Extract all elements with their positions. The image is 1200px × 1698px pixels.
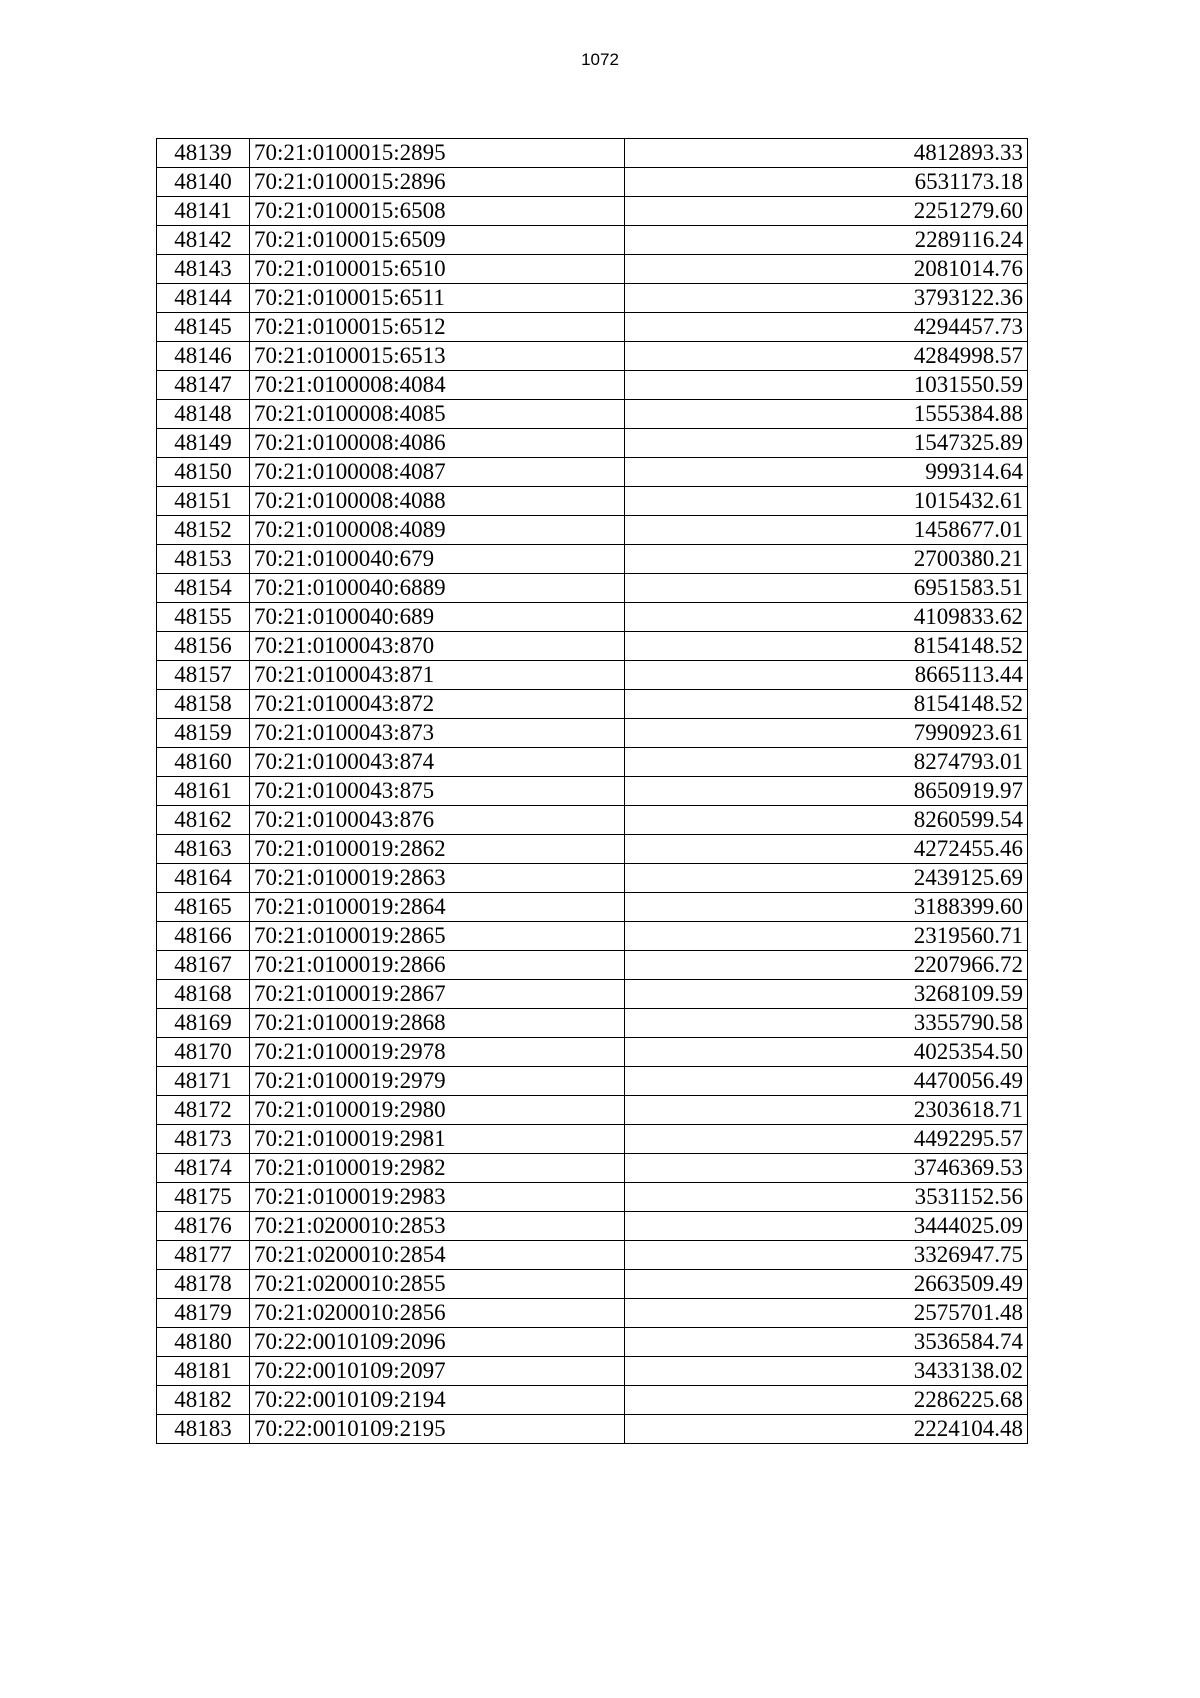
cadastral-number-cell: 70:21:0100043:871 (250, 661, 625, 690)
cadastral-number-cell: 70:21:0100008:4089 (250, 516, 625, 545)
cadastral-number-cell: 70:21:0200010:2856 (250, 1299, 625, 1328)
table-row (157, 1328, 1028, 1357)
value-cell: 2303618.71 (625, 1096, 1028, 1125)
row-number-cell: 48182 (157, 1386, 250, 1415)
row-number-cell: 48150 (157, 458, 250, 487)
value-cell: 2224104.48 (625, 1415, 1028, 1444)
value-cell: 1458677.01 (625, 516, 1028, 545)
table-row (157, 1386, 1028, 1415)
value-cell: 8154148.52 (625, 690, 1028, 719)
row-number-cell: 48178 (157, 1270, 250, 1299)
value-cell: 3355790.58 (625, 1009, 1028, 1038)
table-row (157, 487, 1028, 516)
row-number-cell: 48166 (157, 922, 250, 951)
value-cell: 4470056.49 (625, 1067, 1028, 1096)
table-row (157, 893, 1028, 922)
row-number-cell: 48141 (157, 197, 250, 226)
row-number-cell: 48181 (157, 1357, 250, 1386)
table-row (157, 864, 1028, 893)
row-number-cell: 48154 (157, 574, 250, 603)
row-number-cell: 48170 (157, 1038, 250, 1067)
row-number-cell: 48152 (157, 516, 250, 545)
row-number-cell: 48147 (157, 371, 250, 400)
value-cell: 1555384.88 (625, 400, 1028, 429)
value-cell: 4109833.62 (625, 603, 1028, 632)
value-cell: 8665113.44 (625, 661, 1028, 690)
row-number-cell: 48149 (157, 429, 250, 458)
value-cell: 2286225.68 (625, 1386, 1028, 1415)
value-cell: 2439125.69 (625, 864, 1028, 893)
row-number-cell: 48177 (157, 1241, 250, 1270)
table-row (157, 139, 1028, 168)
table-row (157, 1415, 1028, 1444)
row-number-cell: 48180 (157, 1328, 250, 1357)
table-row (157, 255, 1028, 284)
value-cell: 6531173.18 (625, 168, 1028, 197)
table-row (157, 806, 1028, 835)
table-row (157, 1299, 1028, 1328)
cadastral-number-cell: 70:22:0010109:2194 (250, 1386, 625, 1415)
row-number-cell: 48142 (157, 226, 250, 255)
row-number-cell: 48162 (157, 806, 250, 835)
table-row (157, 690, 1028, 719)
value-cell: 2289116.24 (625, 226, 1028, 255)
value-cell: 2251279.60 (625, 197, 1028, 226)
table-row (157, 1212, 1028, 1241)
row-number-cell: 48160 (157, 748, 250, 777)
table-row (157, 661, 1028, 690)
cadastral-number-cell: 70:21:0100015:6513 (250, 342, 625, 371)
row-number-cell: 48148 (157, 400, 250, 429)
cadastral-number-cell: 70:21:0100015:6508 (250, 197, 625, 226)
value-cell: 4025354.50 (625, 1038, 1028, 1067)
data-table (156, 138, 1028, 1444)
table-row (157, 1096, 1028, 1125)
table-row (157, 1183, 1028, 1212)
cadastral-number-cell: 70:22:0010109:2195 (250, 1415, 625, 1444)
cadastral-number-cell: 70:21:0100019:2978 (250, 1038, 625, 1067)
value-cell: 7990923.61 (625, 719, 1028, 748)
cadastral-number-cell: 70:21:0100019:2982 (250, 1154, 625, 1183)
value-cell: 8154148.52 (625, 632, 1028, 661)
table-row (157, 835, 1028, 864)
value-cell: 3268109.59 (625, 980, 1028, 1009)
row-number-cell: 48179 (157, 1299, 250, 1328)
table-row (157, 371, 1028, 400)
row-number-cell: 48145 (157, 313, 250, 342)
cadastral-number-cell: 70:22:0010109:2097 (250, 1357, 625, 1386)
row-number-cell: 48169 (157, 1009, 250, 1038)
row-number-cell: 48157 (157, 661, 250, 690)
cadastral-number-cell: 70:21:0100040:6889 (250, 574, 625, 603)
row-number-cell: 48156 (157, 632, 250, 661)
row-number-cell: 48151 (157, 487, 250, 516)
cadastral-number-cell: 70:21:0100019:2981 (250, 1125, 625, 1154)
value-cell: 4492295.57 (625, 1125, 1028, 1154)
table-row (157, 429, 1028, 458)
cadastral-number-cell: 70:21:0100043:876 (250, 806, 625, 835)
cadastral-number-cell: 70:21:0100019:2866 (250, 951, 625, 980)
cadastral-number-cell: 70:21:0100019:2979 (250, 1067, 625, 1096)
cadastral-number-cell: 70:21:0100015:2896 (250, 168, 625, 197)
row-number-cell: 48139 (157, 139, 250, 168)
row-number-cell: 48153 (157, 545, 250, 574)
row-number-cell: 48176 (157, 1212, 250, 1241)
value-cell: 1547325.89 (625, 429, 1028, 458)
table-row (157, 777, 1028, 806)
value-cell: 3746369.53 (625, 1154, 1028, 1183)
value-cell: 3188399.60 (625, 893, 1028, 922)
cadastral-number-cell: 70:21:0100019:2864 (250, 893, 625, 922)
row-number-cell: 48163 (157, 835, 250, 864)
table-body (157, 139, 1028, 1444)
table-row (157, 516, 1028, 545)
cadastral-number-cell: 70:21:0100043:874 (250, 748, 625, 777)
table-row (157, 980, 1028, 1009)
value-cell: 3433138.02 (625, 1357, 1028, 1386)
table-row (157, 1241, 1028, 1270)
value-cell: 1015432.61 (625, 487, 1028, 516)
row-number-cell: 48173 (157, 1125, 250, 1154)
row-number-cell: 48146 (157, 342, 250, 371)
cadastral-number-cell: 70:21:0100043:875 (250, 777, 625, 806)
table-row (157, 226, 1028, 255)
cadastral-number-cell: 70:21:0200010:2853 (250, 1212, 625, 1241)
table-row (157, 719, 1028, 748)
value-cell: 8650919.97 (625, 777, 1028, 806)
row-number-cell: 48155 (157, 603, 250, 632)
value-cell: 3793122.36 (625, 284, 1028, 313)
cadastral-number-cell: 70:21:0100015:6512 (250, 313, 625, 342)
cadastral-number-cell: 70:21:0100043:870 (250, 632, 625, 661)
cadastral-number-cell: 70:21:0200010:2855 (250, 1270, 625, 1299)
row-number-cell: 48174 (157, 1154, 250, 1183)
table-row (157, 632, 1028, 661)
value-cell: 8260599.54 (625, 806, 1028, 835)
row-number-cell: 48158 (157, 690, 250, 719)
cadastral-number-cell: 70:21:0100008:4088 (250, 487, 625, 516)
table-row (157, 1009, 1028, 1038)
cadastral-number-cell: 70:21:0100008:4084 (250, 371, 625, 400)
row-number-cell: 48140 (157, 168, 250, 197)
row-number-cell: 48164 (157, 864, 250, 893)
cadastral-number-cell: 70:21:0100019:2868 (250, 1009, 625, 1038)
table-row (157, 1067, 1028, 1096)
table-row (157, 313, 1028, 342)
cadastral-number-cell: 70:21:0200010:2854 (250, 1241, 625, 1270)
table-row (157, 922, 1028, 951)
cadastral-number-cell: 70:21:0100008:4086 (250, 429, 625, 458)
cadastral-number-cell: 70:21:0100019:2865 (250, 922, 625, 951)
row-number-cell: 48144 (157, 284, 250, 313)
cadastral-number-cell: 70:21:0100015:6511 (250, 284, 625, 313)
row-number-cell: 48172 (157, 1096, 250, 1125)
table-row (157, 1125, 1028, 1154)
row-number-cell: 48171 (157, 1067, 250, 1096)
cadastral-number-cell: 70:21:0100019:2862 (250, 835, 625, 864)
value-cell: 8274793.01 (625, 748, 1028, 777)
value-cell: 3444025.09 (625, 1212, 1028, 1241)
value-cell: 2663509.49 (625, 1270, 1028, 1299)
value-cell: 2319560.71 (625, 922, 1028, 951)
table-row (157, 1038, 1028, 1067)
row-number-cell: 48159 (157, 719, 250, 748)
row-number-cell: 48183 (157, 1415, 250, 1444)
row-number-cell: 48143 (157, 255, 250, 284)
table-row (157, 1154, 1028, 1183)
cadastral-number-cell: 70:21:0100043:872 (250, 690, 625, 719)
value-cell: 4812893.33 (625, 139, 1028, 168)
cadastral-number-cell: 70:22:0010109:2096 (250, 1328, 625, 1357)
cadastral-number-cell: 70:21:0100040:689 (250, 603, 625, 632)
table-row (157, 342, 1028, 371)
table-row (157, 545, 1028, 574)
row-number-cell: 48167 (157, 951, 250, 980)
value-cell: 2207966.72 (625, 951, 1028, 980)
value-cell: 2700380.21 (625, 545, 1028, 574)
table-row (157, 603, 1028, 632)
value-cell: 4272455.46 (625, 835, 1028, 864)
cadastral-number-cell: 70:21:0100043:873 (250, 719, 625, 748)
value-cell: 6951583.51 (625, 574, 1028, 603)
cadastral-number-cell: 70:21:0100008:4087 (250, 458, 625, 487)
cadastral-number-cell: 70:21:0100015:6509 (250, 226, 625, 255)
value-cell: 3536584.74 (625, 1328, 1028, 1357)
table-row (157, 168, 1028, 197)
table-row (157, 400, 1028, 429)
table-row (157, 748, 1028, 777)
cadastral-number-cell: 70:21:0100015:6510 (250, 255, 625, 284)
row-number-cell: 48165 (157, 893, 250, 922)
cadastral-number-cell: 70:21:0100019:2863 (250, 864, 625, 893)
cadastral-number-cell: 70:21:0100019:2983 (250, 1183, 625, 1212)
page-number: 1072 (581, 50, 619, 69)
value-cell: 1031550.59 (625, 371, 1028, 400)
row-number-cell: 48168 (157, 980, 250, 1009)
table-row (157, 574, 1028, 603)
table-row (157, 284, 1028, 313)
row-number-cell: 48175 (157, 1183, 250, 1212)
value-cell: 2575701.48 (625, 1299, 1028, 1328)
value-cell: 4294457.73 (625, 313, 1028, 342)
cadastral-number-cell: 70:21:0100019:2867 (250, 980, 625, 1009)
cadastral-number-cell: 70:21:0100019:2980 (250, 1096, 625, 1125)
cadastral-number-cell: 70:21:0100040:679 (250, 545, 625, 574)
value-cell: 2081014.76 (625, 255, 1028, 284)
cadastral-number-cell: 70:21:0100008:4085 (250, 400, 625, 429)
table-row (157, 1270, 1028, 1299)
table-row (157, 951, 1028, 980)
value-cell: 4284998.57 (625, 342, 1028, 371)
table-row (157, 1357, 1028, 1386)
row-number-cell: 48161 (157, 777, 250, 806)
cadastral-number-cell: 70:21:0100015:2895 (250, 139, 625, 168)
table-row (157, 197, 1028, 226)
value-cell: 999314.64 (625, 458, 1028, 487)
table-row (157, 458, 1028, 487)
value-cell: 3326947.75 (625, 1241, 1028, 1270)
value-cell: 3531152.56 (625, 1183, 1028, 1212)
